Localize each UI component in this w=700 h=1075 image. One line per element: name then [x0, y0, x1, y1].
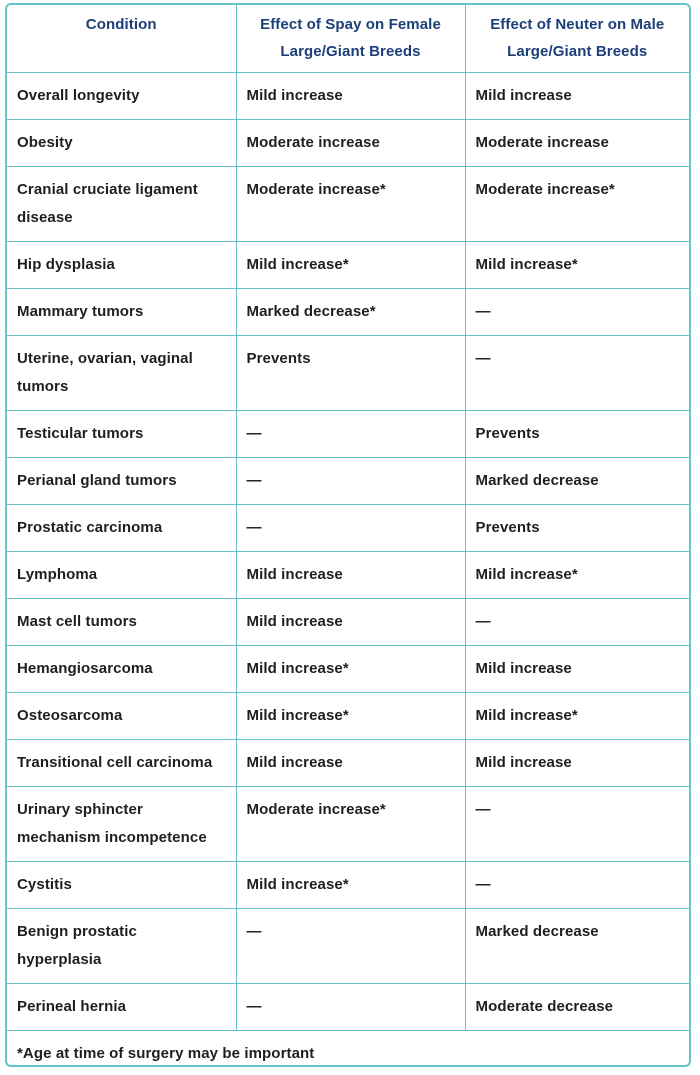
spay-effect-cell: Marked decrease*: [236, 289, 465, 336]
neuter-effect-cell: Mild increase: [465, 740, 689, 787]
header-spay-female: Effect of Spay on Female Large/Giant Breeds: [236, 5, 465, 73]
header-row: [7, 5, 689, 73]
table-header: [7, 5, 689, 73]
condition-cell: Cranial cruciate ligament disease: [7, 167, 236, 242]
table-row: [7, 73, 689, 120]
spay-effect-cell: —: [236, 984, 465, 1031]
footnote: *Age at time of surgery may be important: [7, 1031, 689, 1068]
table-row: [7, 242, 689, 289]
condition-cell: Prostatic carcinoma: [7, 505, 236, 552]
spay-effect-cell: Prevents: [236, 336, 465, 411]
condition-cell: Mast cell tumors: [7, 599, 236, 646]
condition-cell: Perianal gland tumors: [7, 458, 236, 505]
neuter-effect-cell: Moderate increase: [465, 120, 689, 167]
condition-cell: Hip dysplasia: [7, 242, 236, 289]
neuter-effect-cell: Marked decrease: [465, 909, 689, 984]
spay-effect-cell: Moderate increase: [236, 120, 465, 167]
condition-cell: Uterine, ovarian, vaginal tumors: [7, 336, 236, 411]
condition-cell: Osteosarcoma: [7, 693, 236, 740]
neuter-effect-cell: Mild increase*: [465, 693, 689, 740]
spay-effect-cell: Mild increase*: [236, 646, 465, 693]
footnote-row: [7, 1031, 689, 1068]
header-neuter-male: Effect of Neuter on Male Large/Giant Breeds: [465, 5, 689, 73]
neuter-effect-cell: Marked decrease: [465, 458, 689, 505]
spay-effect-cell: —: [236, 909, 465, 984]
neuter-effect-cell: Mild increase: [465, 73, 689, 120]
condition-cell: Hemangiosarcoma: [7, 646, 236, 693]
neuter-effect-cell: —: [465, 787, 689, 862]
table-container: [5, 3, 691, 1067]
condition-cell: Benign prostatic hyperplasia: [7, 909, 236, 984]
neuter-effect-cell: Moderate increase*: [465, 167, 689, 242]
condition-cell: Cystitis: [7, 862, 236, 909]
neuter-effect-cell: —: [465, 862, 689, 909]
spay-effect-cell: Mild increase: [236, 599, 465, 646]
condition-cell: Transitional cell carcinoma: [7, 740, 236, 787]
neuter-effect-cell: Prevents: [465, 505, 689, 552]
table-row: [7, 740, 689, 787]
neuter-effect-cell: —: [465, 599, 689, 646]
table-row: [7, 693, 689, 740]
spay-effect-cell: Mild increase: [236, 552, 465, 599]
spay-effect-cell: Mild increase*: [236, 862, 465, 909]
table-row: [7, 862, 689, 909]
table-row: [7, 646, 689, 693]
neuter-effect-cell: Mild increase: [465, 646, 689, 693]
table-row: [7, 909, 689, 984]
table-row: [7, 336, 689, 411]
table-footer: [7, 1031, 689, 1068]
neuter-effect-cell: Mild increase*: [465, 552, 689, 599]
condition-cell: Perineal hernia: [7, 984, 236, 1031]
neuter-effect-cell: Moderate decrease: [465, 984, 689, 1031]
spay-effect-cell: Mild increase*: [236, 242, 465, 289]
condition-cell: Mammary tumors: [7, 289, 236, 336]
condition-cell: Lymphoma: [7, 552, 236, 599]
spay-effect-cell: —: [236, 458, 465, 505]
condition-cell: Obesity: [7, 120, 236, 167]
table-row: [7, 599, 689, 646]
header-condition: Condition: [7, 5, 236, 73]
spay-effect-cell: Moderate increase*: [236, 167, 465, 242]
table-row: [7, 167, 689, 242]
spay-effect-cell: Mild increase: [236, 740, 465, 787]
table-row: [7, 984, 689, 1031]
neuter-effect-cell: Prevents: [465, 411, 689, 458]
table-row: [7, 458, 689, 505]
neuter-effect-cell: —: [465, 336, 689, 411]
spay-effect-cell: Mild increase*: [236, 693, 465, 740]
neuter-effect-cell: Mild increase*: [465, 242, 689, 289]
table-body: [7, 73, 689, 1031]
condition-cell: Overall longevity: [7, 73, 236, 120]
condition-cell: Urinary sphincter mechanism incompetence: [7, 787, 236, 862]
spay-effect-cell: Mild increase: [236, 73, 465, 120]
table-row: [7, 505, 689, 552]
condition-cell: Testicular tumors: [7, 411, 236, 458]
spay-effect-cell: —: [236, 411, 465, 458]
spay-effect-cell: —: [236, 505, 465, 552]
table-row: [7, 552, 689, 599]
spay-effect-cell: Moderate increase*: [236, 787, 465, 862]
spay-neuter-effects-table: [7, 5, 689, 1067]
table-row: [7, 120, 689, 167]
table-row: [7, 289, 689, 336]
table-row: [7, 787, 689, 862]
table-row: [7, 411, 689, 458]
neuter-effect-cell: —: [465, 289, 689, 336]
